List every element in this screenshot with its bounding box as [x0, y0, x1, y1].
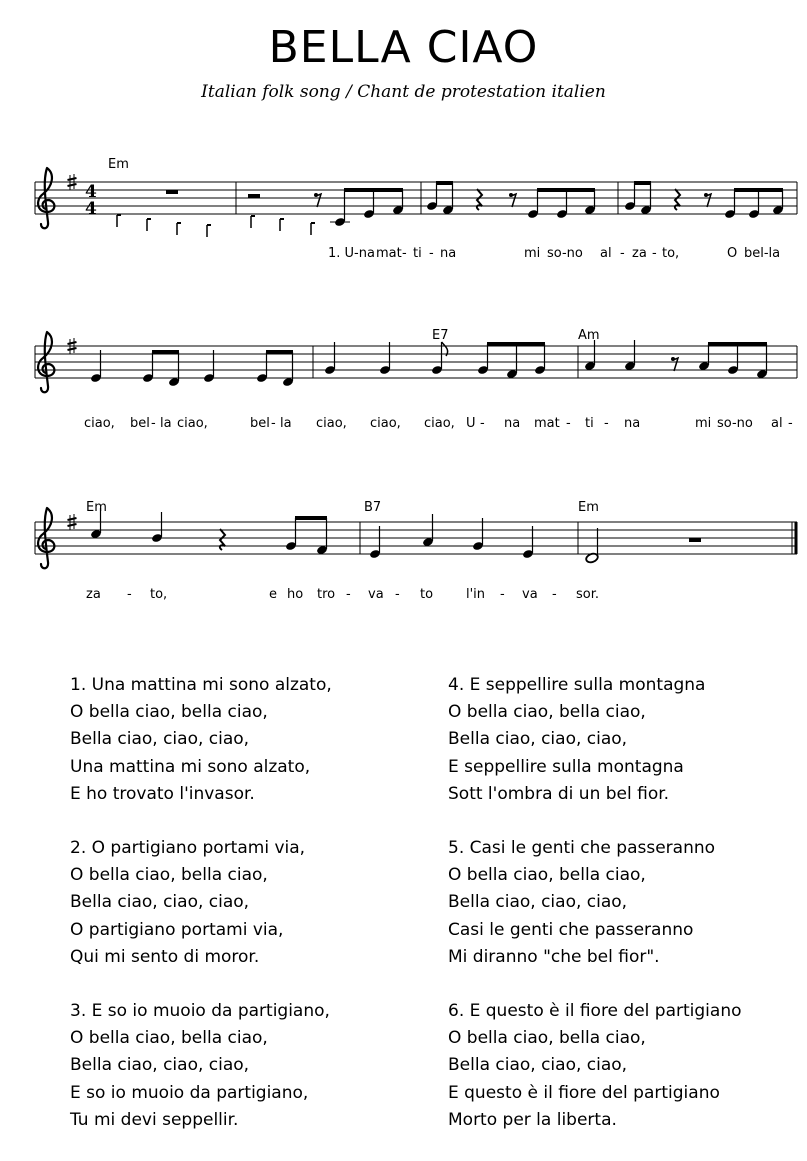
verse-line: Sott l'ombra di un bel fior.: [448, 783, 670, 804]
quarter-rest-icon: [675, 189, 680, 210]
lyric-syllable: so-no: [717, 416, 753, 431]
lyric-syllable: to,: [150, 587, 168, 602]
verse-1: [70, 672, 430, 808]
lyric-syllable: ciao,: [316, 416, 347, 431]
verse-line: Qui mi sento di moror.: [70, 946, 260, 967]
verse-line: Casi le genti che passeranno: [448, 919, 694, 940]
lyric-syllable: bel: [250, 416, 270, 431]
lyric-syllable: ti: [585, 416, 594, 431]
lyrics-line-1: [328, 246, 780, 261]
chord-symbol: Am: [578, 328, 600, 343]
lyric-syllable: -: [500, 587, 505, 602]
chord-symbol: Em: [108, 157, 129, 172]
lyric-syllable: la: [280, 416, 292, 431]
chord-symbol: E7: [432, 328, 449, 343]
eighth-note-group: [431, 342, 546, 379]
quarter-rest-icon: [477, 189, 482, 210]
eighth-rest-icon: [509, 193, 516, 207]
slash-mark: [251, 216, 255, 228]
verse-5: [448, 835, 807, 971]
time-sig-top: 4: [85, 182, 97, 202]
lyric-syllable: so-no: [547, 246, 583, 261]
eighth-note-group: [285, 518, 328, 555]
verse-line: Mi diranno "che bel fior".: [448, 946, 660, 967]
lyrics-line-2: [84, 416, 793, 431]
verse-line: 5. Casi le genti che passeranno: [448, 838, 716, 859]
eighth-rest-icon: [314, 193, 321, 207]
lyric-syllable: la: [160, 416, 172, 431]
lyric-syllable: -: [271, 416, 276, 431]
staff-system-2: [35, 328, 797, 431]
lyric-syllable: na: [440, 246, 457, 261]
chord-symbol: B7: [364, 500, 382, 515]
lyric-syllable: U: [466, 416, 476, 431]
verse-line: O bella ciao, bella ciao,: [70, 1028, 268, 1049]
verse-line: E questo è il fiore del partigiano: [448, 1082, 720, 1103]
lyric-syllable: ciao,: [177, 416, 208, 431]
verses-left-column: [70, 672, 430, 1161]
lyric-syllable: -: [552, 587, 557, 602]
lyric-syllable: to: [420, 587, 434, 602]
slash-mark: [280, 219, 284, 231]
verse-line: Bella ciao, ciao, ciao,: [70, 729, 250, 750]
verse-line: O partigiano portami via,: [70, 919, 284, 940]
staff-system-3: [35, 500, 797, 602]
lyric-syllable: -: [788, 416, 793, 431]
verse-4: [448, 672, 807, 808]
verse-line: E so io muoio da partigiano,: [70, 1082, 309, 1103]
verse-2: [70, 835, 430, 971]
lyric-syllable: al: [600, 246, 612, 261]
lyric-syllable: tro: [317, 587, 336, 602]
verse-line: 2. O partigiano portami via,: [70, 838, 306, 859]
quarter-note: [584, 340, 636, 371]
whole-rest-icon: [166, 190, 178, 194]
chord-symbol: Em: [86, 500, 107, 515]
chord-symbol: Em: [578, 500, 599, 515]
eighth-rest-icon: [704, 193, 711, 207]
lyric-syllable: na: [624, 416, 641, 431]
lyric-syllable: bel-la: [744, 246, 781, 261]
quarter-rest-icon: [220, 529, 225, 550]
lyric-syllable: -: [604, 416, 609, 431]
lyric-syllable: va: [368, 587, 384, 602]
lyric-syllable: -: [429, 246, 434, 261]
lyric-syllable: na: [504, 416, 521, 431]
verse-line: O bella ciao, bella ciao,: [70, 865, 268, 886]
lyric-syllable: -: [151, 416, 156, 431]
lyric-syllable: ciao,: [370, 416, 401, 431]
verse-line: 4. E seppellire sulla montagna: [448, 675, 706, 695]
verse-line: O bella ciao, bella ciao,: [448, 865, 646, 886]
lyric-syllable: -: [566, 416, 571, 431]
quarter-note: [369, 514, 534, 559]
lyric-syllable: bel: [130, 416, 150, 431]
lyric-syllable: ti: [413, 246, 422, 261]
verse-line: 1. Una mattina mi sono alzato,: [70, 675, 332, 695]
quarter-note: [90, 350, 102, 383]
lyric-syllable: l'in: [466, 587, 486, 602]
song-title: BELLA CIAO: [268, 22, 539, 73]
lyric-syllable: -: [402, 246, 407, 261]
lyric-syllable: e: [269, 587, 277, 602]
slash-mark: [147, 219, 151, 231]
quarter-note: [203, 350, 215, 383]
lyric-syllable: to,: [662, 246, 680, 261]
verse-line: Bella ciao, ciao, ciao,: [448, 892, 628, 913]
verse-line: O bella ciao, bella ciao,: [448, 1028, 646, 1049]
verse-line: Bella ciao, ciao, ciao,: [70, 892, 250, 913]
lyric-syllable: 1. U-na: [328, 246, 375, 261]
verse-line: Bella ciao, ciao, ciao,: [448, 729, 628, 750]
eighth-note-group: [527, 190, 596, 219]
lyric-syllable: mat: [376, 246, 402, 261]
verse-line: O bella ciao, bella ciao,: [448, 702, 646, 723]
lyric-syllable: -: [620, 246, 625, 261]
lyric-syllable: ciao,: [84, 416, 115, 431]
lyric-syllable: O: [727, 246, 738, 261]
lyric-syllable: mat: [534, 416, 560, 431]
eighth-note-group: [426, 183, 454, 215]
slash-mark: [207, 225, 211, 237]
eighth-note-group: [624, 183, 652, 215]
eighth-note-group: [330, 190, 404, 227]
lyric-syllable: al: [771, 416, 783, 431]
slash-mark: [177, 223, 181, 235]
eighth-note-group: [724, 190, 784, 219]
lyric-syllable: -: [652, 246, 657, 261]
half-rest-icon: [248, 194, 260, 198]
song-subtitle: Italian folk song / Chant de protestation italien: [201, 82, 606, 102]
verse-line: 6. E questo è il fiore del partigiano: [448, 1001, 742, 1022]
slash-mark: [311, 223, 315, 235]
time-sig-bottom: 4: [85, 199, 97, 219]
lyric-syllable: -: [480, 416, 485, 431]
lyric-syllable: za: [86, 587, 101, 602]
verses-right-column: [448, 672, 807, 1161]
verse-line: Bella ciao, ciao, ciao,: [70, 1055, 250, 1076]
lyric-syllable: mi: [695, 416, 712, 431]
lyric-syllable: va: [522, 587, 538, 602]
staff-system-1: [35, 157, 797, 261]
verse-3: [70, 998, 430, 1134]
eighth-rest-icon: [671, 357, 678, 371]
verse-line: Tu mi devi seppellir.: [70, 1109, 239, 1130]
verse-6: [448, 998, 807, 1134]
lyric-syllable: -: [127, 587, 132, 602]
slash-mark: [117, 215, 121, 227]
lyric-syllable: ciao,: [424, 416, 455, 431]
lyric-syllable: -: [346, 587, 351, 602]
verse-line: Morto per la liberta.: [448, 1109, 617, 1130]
verse-line: E ho trovato l'invasor.: [70, 783, 255, 804]
verse-line: Bella ciao, ciao, ciao,: [448, 1055, 628, 1076]
verse-line: 3. E so io muoio da partigiano,: [70, 1001, 330, 1022]
lyric-syllable: -: [395, 587, 400, 602]
lyric-syllable: sor.: [576, 587, 600, 602]
lyric-syllable: ho: [287, 587, 304, 602]
half-rest-icon: [689, 538, 701, 542]
lyrics-line-3: [86, 587, 599, 602]
lyric-syllable: za: [632, 246, 647, 261]
lyric-syllable: mi: [524, 246, 541, 261]
verse-line: Una mattina mi sono alzato,: [70, 756, 311, 777]
verse-line: E seppellire sulla montagna: [448, 756, 684, 777]
verse-line: O bella ciao, bella ciao,: [70, 702, 268, 723]
